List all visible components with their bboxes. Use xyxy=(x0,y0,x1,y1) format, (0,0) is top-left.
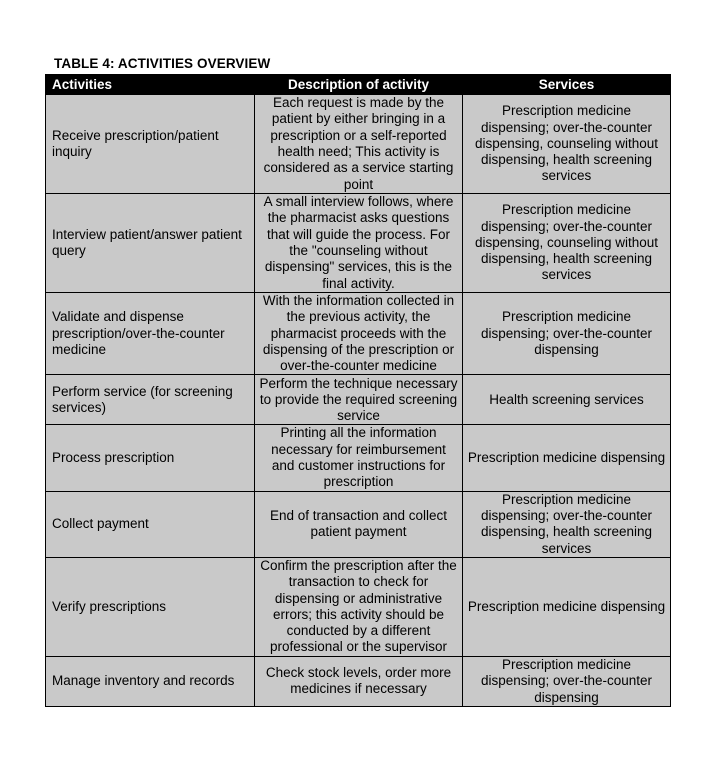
services-cell: Prescription medicine dispensing; over-the-counter dispensing xyxy=(463,656,671,706)
header-row xyxy=(46,75,671,95)
table-row xyxy=(46,656,671,706)
activity-cell: Collect payment xyxy=(46,491,255,557)
header-services: Services xyxy=(463,75,671,95)
header-activities: Activities xyxy=(46,75,255,95)
services-cell: Prescription medicine dispensing xyxy=(463,425,671,491)
table-row xyxy=(46,95,671,194)
activity-cell: Perform service (for screening services) xyxy=(46,375,255,425)
table-row xyxy=(46,557,671,656)
activity-cell: Process prescription xyxy=(46,425,255,491)
activity-cell: Verify prescriptions xyxy=(46,557,255,656)
services-cell: Prescription medicine dispensing; over-the-counter dispensing, counseling without dispensing, health screening services xyxy=(463,95,671,194)
header-description: Description of activity xyxy=(255,75,463,95)
services-cell: Prescription medicine dispensing; over-the-counter dispensing xyxy=(463,293,671,375)
activities-table xyxy=(45,74,671,707)
table-title: TABLE 4: ACTIVITIES OVERVIEW xyxy=(54,56,271,71)
description-cell: Check stock levels, order more medicines if necessary xyxy=(255,656,463,706)
description-cell: A small interview follows, where the pharmacist asks questions that will guide the process. For the "counseling without dispensing" services, this is the final activity. xyxy=(255,194,463,293)
services-cell: Health screening services xyxy=(463,375,671,425)
activity-cell: Receive prescription/patient inquiry xyxy=(46,95,255,194)
table-row xyxy=(46,425,671,491)
description-cell: Confirm the prescription after the transaction to check for dispensing or administrative errors; this activity should be conducted by a different professional or the supervisor xyxy=(255,557,463,656)
services-cell: Prescription medicine dispensing; over-the-counter dispensing, health screening services xyxy=(463,491,671,557)
table-row xyxy=(46,194,671,293)
description-cell: Perform the technique necessary to provide the required screening service xyxy=(255,375,463,425)
description-cell: Printing all the information necessary for reimbursement and customer instructions for prescription xyxy=(255,425,463,491)
description-cell: With the information collected in the previous activity, the pharmacist proceeds with the dispensing of the prescription or over-the-counter medicine xyxy=(255,293,463,375)
table-row xyxy=(46,375,671,425)
activity-cell: Interview patient/answer patient query xyxy=(46,194,255,293)
activity-cell: Manage inventory and records xyxy=(46,656,255,706)
description-cell: End of transaction and collect patient payment xyxy=(255,491,463,557)
services-cell: Prescription medicine dispensing xyxy=(463,557,671,656)
table-row xyxy=(46,491,671,557)
table-row xyxy=(46,293,671,375)
activity-cell: Validate and dispense prescription/over-the-counter medicine xyxy=(46,293,255,375)
services-cell: Prescription medicine dispensing; over-the-counter dispensing, counseling without dispensing, health screening services xyxy=(463,194,671,293)
description-cell: Each request is made by the patient by either bringing in a prescription or a self-reported health need; This activity is considered as a service starting point xyxy=(255,95,463,194)
